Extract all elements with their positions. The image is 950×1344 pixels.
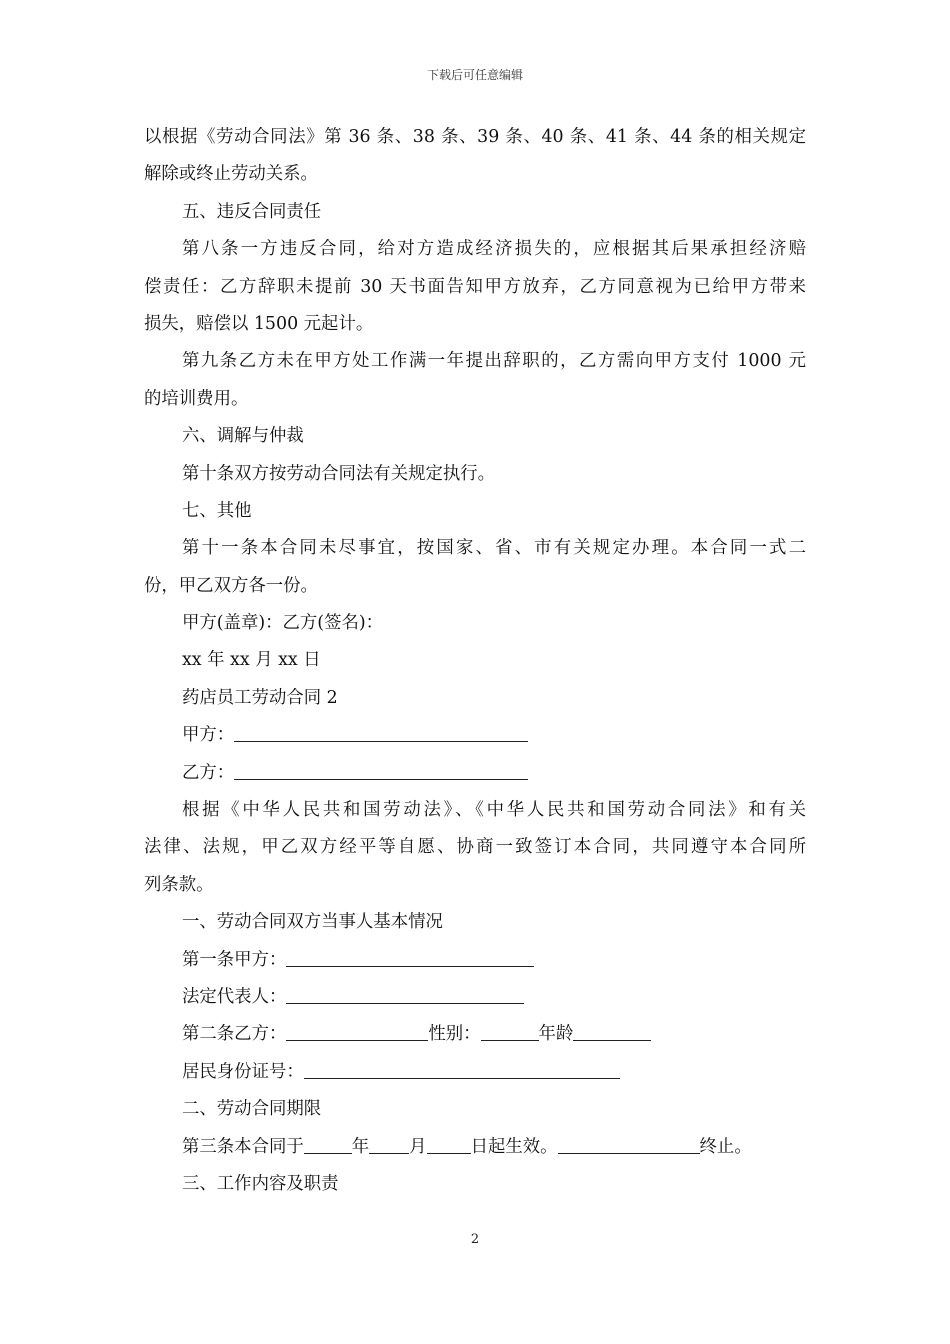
document-title: 药店员工劳动合同 2: [182, 687, 338, 708]
party-a-blank: [234, 740, 528, 742]
id-number-line: [144, 1054, 806, 1091]
paragraph-line: 解除或终止劳动关系。: [144, 164, 318, 185]
paragraph-line: 法律、法规，甲乙双方经平等自愿、协商一致签订本合同，共同遵守本合同所: [144, 837, 806, 858]
paragraph-line: 列条款。: [144, 874, 214, 895]
gender-label: 性别：: [428, 1024, 481, 1045]
page-number: 2: [470, 1232, 480, 1247]
month-blank: [369, 1152, 409, 1154]
party-b-label: 乙方：: [182, 762, 235, 783]
section-heading: 五、违反合同责任: [182, 201, 322, 222]
month-label: 月: [409, 1136, 427, 1157]
legal-rep-line: [144, 979, 806, 1016]
end-label: 终止。: [699, 1136, 752, 1157]
id-number-blank: [304, 1077, 620, 1079]
paragraph-line: 损失，赔偿以 1500 元起计。: [144, 313, 374, 334]
age-label: 年龄: [538, 1024, 574, 1045]
employee-label: 第二条乙方：: [182, 1024, 287, 1045]
effective-label: 日起生效。: [470, 1136, 558, 1157]
id-number-label: 居民身份证号：: [182, 1061, 304, 1082]
employer-line: [144, 942, 806, 979]
end-date-blank: [558, 1152, 700, 1154]
signature-line: 甲方(盖章)：乙方(签名)：: [182, 613, 384, 634]
section-heading: 六、调解与仲裁: [182, 426, 304, 447]
document-body: [144, 119, 806, 1203]
section-heading: 三、工作内容及职责: [182, 1173, 339, 1194]
paragraph-line: 份，甲乙双方各一份。: [144, 575, 318, 596]
day-blank: [427, 1152, 471, 1154]
paragraph-line: 第十条双方按劳动合同法有关规定执行。: [182, 463, 496, 484]
paragraph-line: 偿责任：乙方辞职未提前 30 天书面告知甲方放弃，乙方同意视为已给甲方带来: [144, 276, 806, 297]
legal-rep-blank: [286, 1002, 524, 1004]
legal-rep-label: 法定代表人：: [182, 986, 287, 1007]
party-a-line: [144, 717, 806, 754]
employee-line: [144, 1016, 806, 1053]
party-a-label: 甲方：: [182, 725, 235, 746]
paragraph-line: 根据《中华人民共和国劳动法》、《中华人民共和国劳动合同法》和有关: [182, 800, 806, 821]
page-header: 下载后可任意编辑: [426, 68, 523, 82]
age-blank: [573, 1039, 651, 1041]
party-b-line: [144, 755, 806, 792]
section-heading: 七、其他: [182, 500, 252, 521]
paragraph-line: 的培训费用。: [144, 388, 249, 409]
year-label: 年: [351, 1136, 370, 1157]
paragraph-line: 第八条一方违反合同，给对方造成经济损失的，应根据其后果承担经济赔: [182, 239, 806, 260]
paragraph-line: 第十一条本合同未尽事宜，按国家、省、市有关规定办理。本合同一式二: [182, 538, 806, 559]
employer-blank: [286, 965, 534, 967]
section-heading: 二、劳动合同期限: [182, 1099, 322, 1120]
paragraph-line: 第九条乙方未在甲方处工作满一年提出辞职的，乙方需向甲方支付 1000 元: [182, 351, 806, 372]
gender-blank: [481, 1039, 539, 1041]
paragraph-line: 以根据《劳动合同法》第 36 条、38 条、39 条、40 条、41 条、44 条的相关规定: [144, 127, 806, 147]
employee-name-blank: [286, 1039, 428, 1041]
party-b-blank: [234, 778, 528, 780]
year-blank: [304, 1152, 352, 1154]
date-line: xx 年 xx 月 xx 日: [182, 650, 321, 671]
term-line: [144, 1129, 806, 1166]
employer-label: 第一条甲方：: [182, 949, 287, 970]
section-heading: 一、劳动合同双方当事人基本情况: [182, 912, 443, 933]
term-label: 第三条本合同于: [182, 1136, 304, 1157]
